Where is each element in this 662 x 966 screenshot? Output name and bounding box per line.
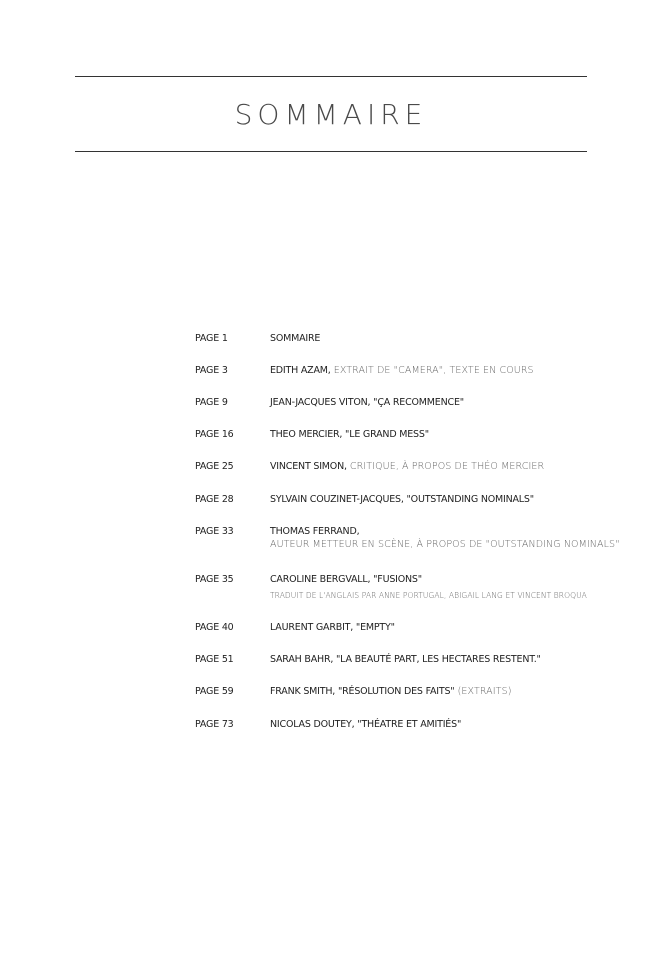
toc-entry-title: VINCENT SIMON, xyxy=(270,461,347,472)
toc-entry-title: JEAN-JACQUES VITON, "ÇA RECOMMENCE" xyxy=(270,397,464,408)
toc-entry-title: CAROLINE BERGVALL, "FUSIONS" xyxy=(270,574,422,585)
toc-page-number: PAGE 3 xyxy=(195,365,228,376)
toc-entry-title: NICOLAS DOUTEY, "THÉATRE ET AMITIÉS" xyxy=(270,719,462,730)
toc-page-number: PAGE 1 xyxy=(195,333,228,344)
toc-entry-title: THOMAS FERRAND, xyxy=(270,526,360,537)
toc-entry-description: (EXTRAITS) xyxy=(454,686,512,697)
toc-page-number: PAGE 33 xyxy=(195,526,234,537)
toc-entry-title: FRANK SMITH, "RÉSOLUTION DES FAITS" xyxy=(270,686,455,697)
toc-entry-translator-note: TRADUIT DE L'ANGLAIS PAR ANNE PORTUGAL, ABIGAIL LANG ET VINCENT BROQUA xyxy=(270,591,587,600)
toc-entry-title: THEO MERCIER, "LE GRAND MESS" xyxy=(270,429,429,440)
bottom-rule xyxy=(75,151,587,152)
toc-entry-title: SYLVAIN COUZINET-JACQUES, "OUTSTANDING NOMINALS" xyxy=(270,494,534,505)
toc-page-number: PAGE 25 xyxy=(195,461,234,472)
page-title: SOMMAIRE xyxy=(234,98,428,131)
toc-page-number: PAGE 35 xyxy=(195,574,234,585)
toc-page-number: PAGE 73 xyxy=(195,719,234,730)
toc-entry-title: LAURENT GARBIT, "EMPTY" xyxy=(270,622,395,633)
toc-page-number: PAGE 28 xyxy=(195,494,234,505)
toc-entry-title: EDITH AZAM, xyxy=(270,365,331,376)
toc-page-number: PAGE 40 xyxy=(195,622,234,633)
top-rule xyxy=(75,76,587,77)
toc-entry-description: AUTEUR METTEUR EN SCÈNE, À PROPOS DE "OUTSTANDING NOMINALS" xyxy=(270,539,620,550)
toc-page-number: PAGE 16 xyxy=(195,429,234,440)
toc-entry-description: EXTRAIT DE "CAMERA", TEXTE EN COURS xyxy=(330,365,534,376)
toc-entry-title: SOMMAIRE xyxy=(270,333,321,344)
toc-page-number: PAGE 51 xyxy=(195,654,234,665)
toc-entry-title: SARAH BAHR, "LA BEAUTÉ PART, LES HECTARES RESTENT." xyxy=(270,654,541,665)
toc-entry-description: CRITIQUE, À PROPOS DE THÉO MERCIER xyxy=(346,461,545,472)
toc-page-number: PAGE 9 xyxy=(195,397,228,408)
toc-page-number: PAGE 59 xyxy=(195,686,234,697)
